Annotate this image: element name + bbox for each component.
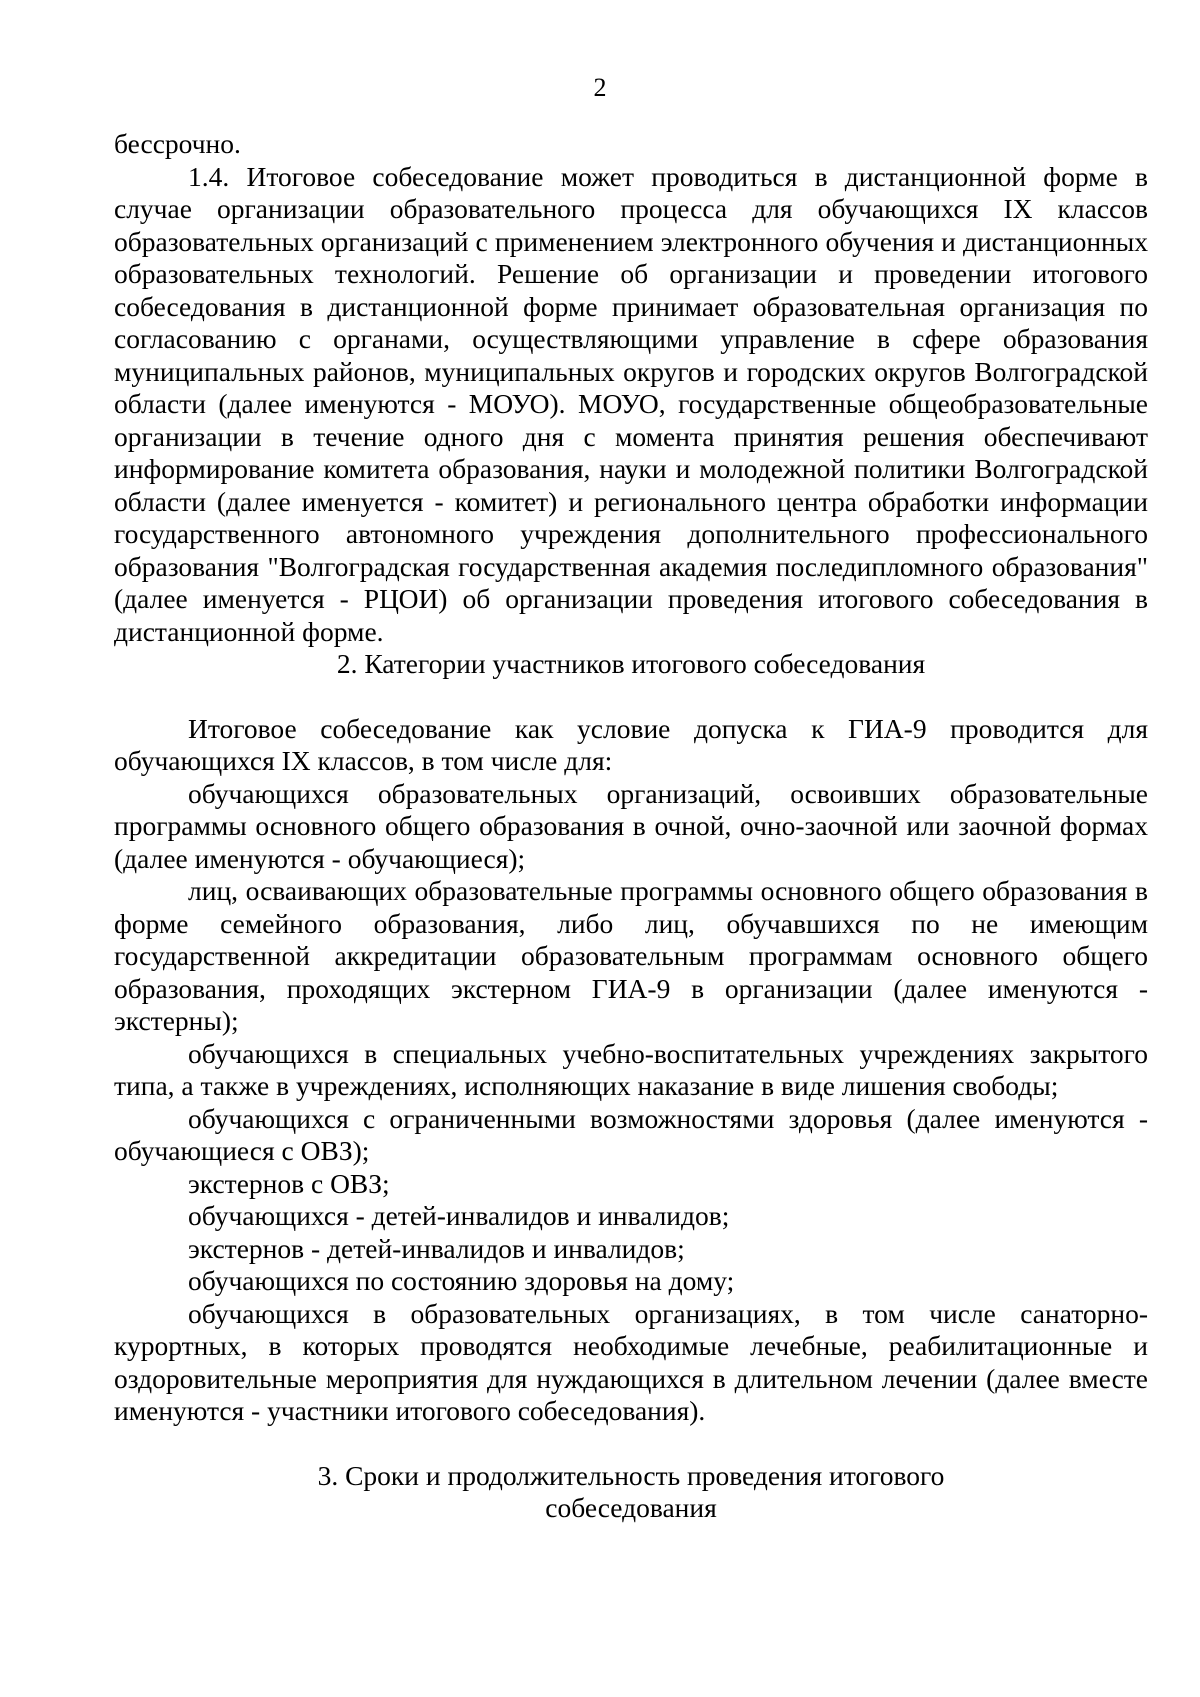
list-item-external-students: лиц, осваивающих образовательные программы основного общего образования в форме семейного образования, либо лиц, обучавшихся по не имеющим государственной аккредитации образовательным программам основного общего образования, проходящих экстерном ГИА-9 в организации (далее именуются - экстерны); [114,875,1148,1036]
list-item-special-institutions: обучающихся в специальных учебно-воспитательных учреждениях закрытого типа, а также в учреждениях, исполняющих наказание в виде лишения свободы; [114,1037,1148,1101]
list-item-externals-ovz: экстернов с ОВЗ; [188,1167,390,1199]
page-number: 2 [593,73,607,102]
section-heading-2: 2. Категории участников итогового собеседования [336,648,926,679]
list-item-students-ovz: обучающихся с ограниченными возможностями здоровья (далее именуются - обучающиеся с ОВЗ); [114,1102,1148,1166]
document-body [114,128,1148,1525]
paragraph-1-4-remote-form: 1.4. Итоговое собеседование может проводиться в дистанционной форме в случае организации образовательного процесса для обучающихся IX классов образовательных организаций с применением электронного обучения и дистанционных образовательных технологий. Решение об организации и проведении итогового собеседования в дистанционной форме принимает образовательная организация по согласованию с органами, осуществляющими управление в сфере образования муниципальных районов, муниципальных округов и городских округов Волгоградской области (далее именуются - МОУО). МОУО, государственные общеобразовательные организации в течение одного дня с момента принятия решения обеспечивают информирование комитета образования, науки и молодежной политики Волгоградской области (далее именуется - комитет) и регионального центра обработки информации государственного автономного учреждения дополнительного профессионального образования "Волгоградская государственная академия последипломного образования" (далее именуется - РЦОИ) об организации проведения итогового собеседования в дистанционной форме. [114,160,1148,647]
paragraph-admission-condition: Итоговое собеседование как условие допуска к ГИА-9 проводится для обучающихся IX классов, в том числе для: [114,712,1148,776]
paragraph-continuation: бессрочно. [114,128,241,159]
section-heading-3-line-1: 3. Сроки и продолжительность проведения итогового [317,1459,945,1491]
list-item-students: обучающихся образовательных организаций, освоивших образовательные программы основного общего образования в очной, очно-заочной или заочной формах (далее именуются - обучающиеся); [114,777,1148,874]
list-item-sanatorium-organizations: обучающихся в образовательных организациях, в том числе санаторно-курортных, в которых проводятся необходимые лечебные, реабилитационные и оздоровительные мероприятия для нуждающихся в длительном лечении (далее вместе именуются - участники итогового собеседования). [114,1297,1148,1426]
section-heading-3-line-2: собеседования [545,1492,717,1523]
list-item-home-education: обучающихся по состоянию здоровья на дому; [188,1265,735,1296]
section-heading-3 [114,1460,1148,1525]
list-item-disabled-students: обучающихся - детей-инвалидов и инвалидов; [188,1200,730,1231]
list-item-disabled-externals: экстернов - детей-инвалидов и инвалидов; [188,1232,685,1264]
